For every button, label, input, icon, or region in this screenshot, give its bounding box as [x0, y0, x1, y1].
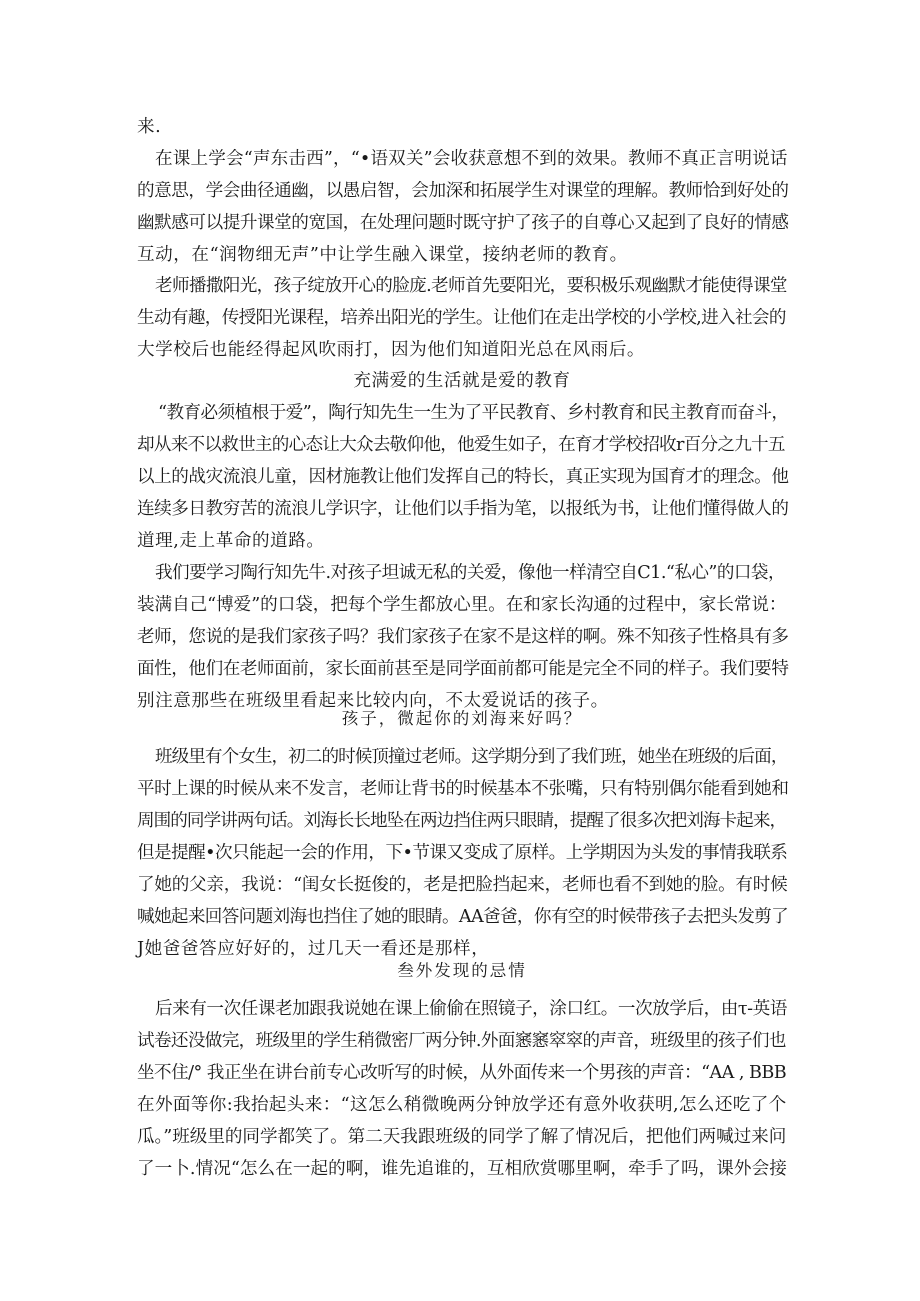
text-line: 大学校后也能经得起风吹雨打，因为他们知道阳光总在风雨后。 — [137, 340, 646, 360]
text-line: 老师播撒阳光，孩子绽放开心的脸庞.老师首先要阳光，要积极乐观幽默才能使得课堂 — [155, 276, 787, 296]
text-line: “教育必须植根于爱”，陶行知先生一生为了平民教育、乡村教育和民主教育而奋斗， — [158, 403, 789, 423]
text-line: 我们要学习陶行知先牛.对孩子坦诚无私的关爱，像他一样清空自C1.“私心”的口袋， — [155, 563, 786, 583]
section-heading: 充满爱的生活就是爱的教育 — [353, 371, 571, 391]
text-line: 互动，在“润物细无声”中让学生融入课堂，接纳老师的教育。 — [137, 245, 628, 265]
text-line: 来. — [137, 117, 162, 137]
text-line: 但是提醒•次只能起一会的作用，下•节课又变成了原样。上学期因为头发的事情我联系 — [137, 843, 788, 863]
text-line: 在外面等你:我抬起头来：“这怎么稍微晚两分钟放学还有意外收获明,怎么还吃了个 — [137, 1095, 787, 1115]
text-line: 以上的战灾流浪儿童，因材施教让他们发挥自己的特长，真正实现为国育才的理念。他 — [137, 467, 789, 487]
text-line: 道理,走上革命的道路。 — [137, 531, 325, 551]
text-line: 喊她起来回答问题刘海也挡住了她的眼睛。AA爸爸，你有空的时候带孩子去把头发剪了 — [137, 907, 789, 927]
text-line: 在课上学会“声东击西”，“•语双关”会收获意想不到的效果。教师不真正言明说话 — [155, 149, 788, 169]
text-line: 连续多日教穷苦的流浪儿学识字，让他们以手指为笔，以报纸为书，让他们懂得做人的 — [137, 499, 789, 519]
text-line: 班级里有个女生，初二的时候顶撞过老师。这学期分到了我们班，她坐在班级的后面， — [155, 747, 788, 767]
text-line: 周围的同学讲两句话。刘海长长地坠在两边挡住两只眼睛，提醒了很多次把刘海卡起来， — [137, 811, 787, 831]
text-line: 了一卜.情况“怎么在一起的啊，谁先追谁的，互相欣赏哪里啊，牵手了吗，课外会接 — [137, 1159, 787, 1179]
text-line: 的意思，学会曲径通幽，以愚启智，会加深和拓展学生对课堂的理解。教师恰到好处的 — [137, 181, 789, 201]
text-line: 平时上课的时候从来不发言，老师让背书的时候基本不张嘴，只有特别偶尔能看到她和 — [137, 779, 789, 799]
text-line: 老师，您说的是我们家孩子吗？我们家孩子在家不是这样的啊。殊不知孩子性格具有多 — [137, 627, 789, 647]
text-line: 幽默感可以提升课堂的宽国，在处理问题时既守护了孩子的自尊心又起到了良好的情感 — [137, 213, 789, 233]
text-line: 了她的父亲，我说：“闺女长挺俊的，老是把脸挡起来，老师也看不到她的脸。有时候 — [137, 875, 788, 895]
text-line: 别注意那些在班级里看起来比较内向，不太爱说话的孩子。 — [137, 691, 609, 711]
text-line: J她爸爸答应好好的，过几天一看还是那样， — [137, 939, 490, 959]
text-line: 却从来不以救世主的心态让大众去敬仰他，他爱生如子，在育才学校招收r百分之九十五 — [137, 435, 785, 455]
section-heading: 叁外发现的忌情 — [397, 961, 527, 980]
text-line: 后来有一次任课老加跟我说她在课上偷偷在照镜子，涂口红。一次放学后，由τ-英语 — [155, 999, 787, 1019]
text-line: 坐不住/° 我正坐在讲台前专心改听写的时候，从外面传来一个男孩的声音：“AA , BBB — [137, 1063, 787, 1083]
text-line: 装满自己“博爱”的口袋，把每个学生都放心里。在和家长沟通的过程中，家长常说： — [137, 595, 787, 615]
text-line: 瓜。”班级里的同学都笑了。第二天我跟班级的同学了解了情况后，把他们两喊过来问 — [137, 1127, 787, 1147]
section-heading: 孩子，微起你的刘海来好吗？ — [341, 709, 583, 728]
text-line: 生动有趣，传授阳光课程，培养出阳光的学生。让他们在走出学校的小学校,进入社会的 — [137, 308, 786, 328]
text-line: 试卷还没做完，班级里的学生稍微密厂两分钟.外面窸窸窣窣的声音，班级里的孩子们也 — [137, 1031, 786, 1051]
text-line: 面性，他们在老师面前，家长面前甚至是同学面前都可能是完全不同的样子。我们要特 — [137, 659, 789, 679]
